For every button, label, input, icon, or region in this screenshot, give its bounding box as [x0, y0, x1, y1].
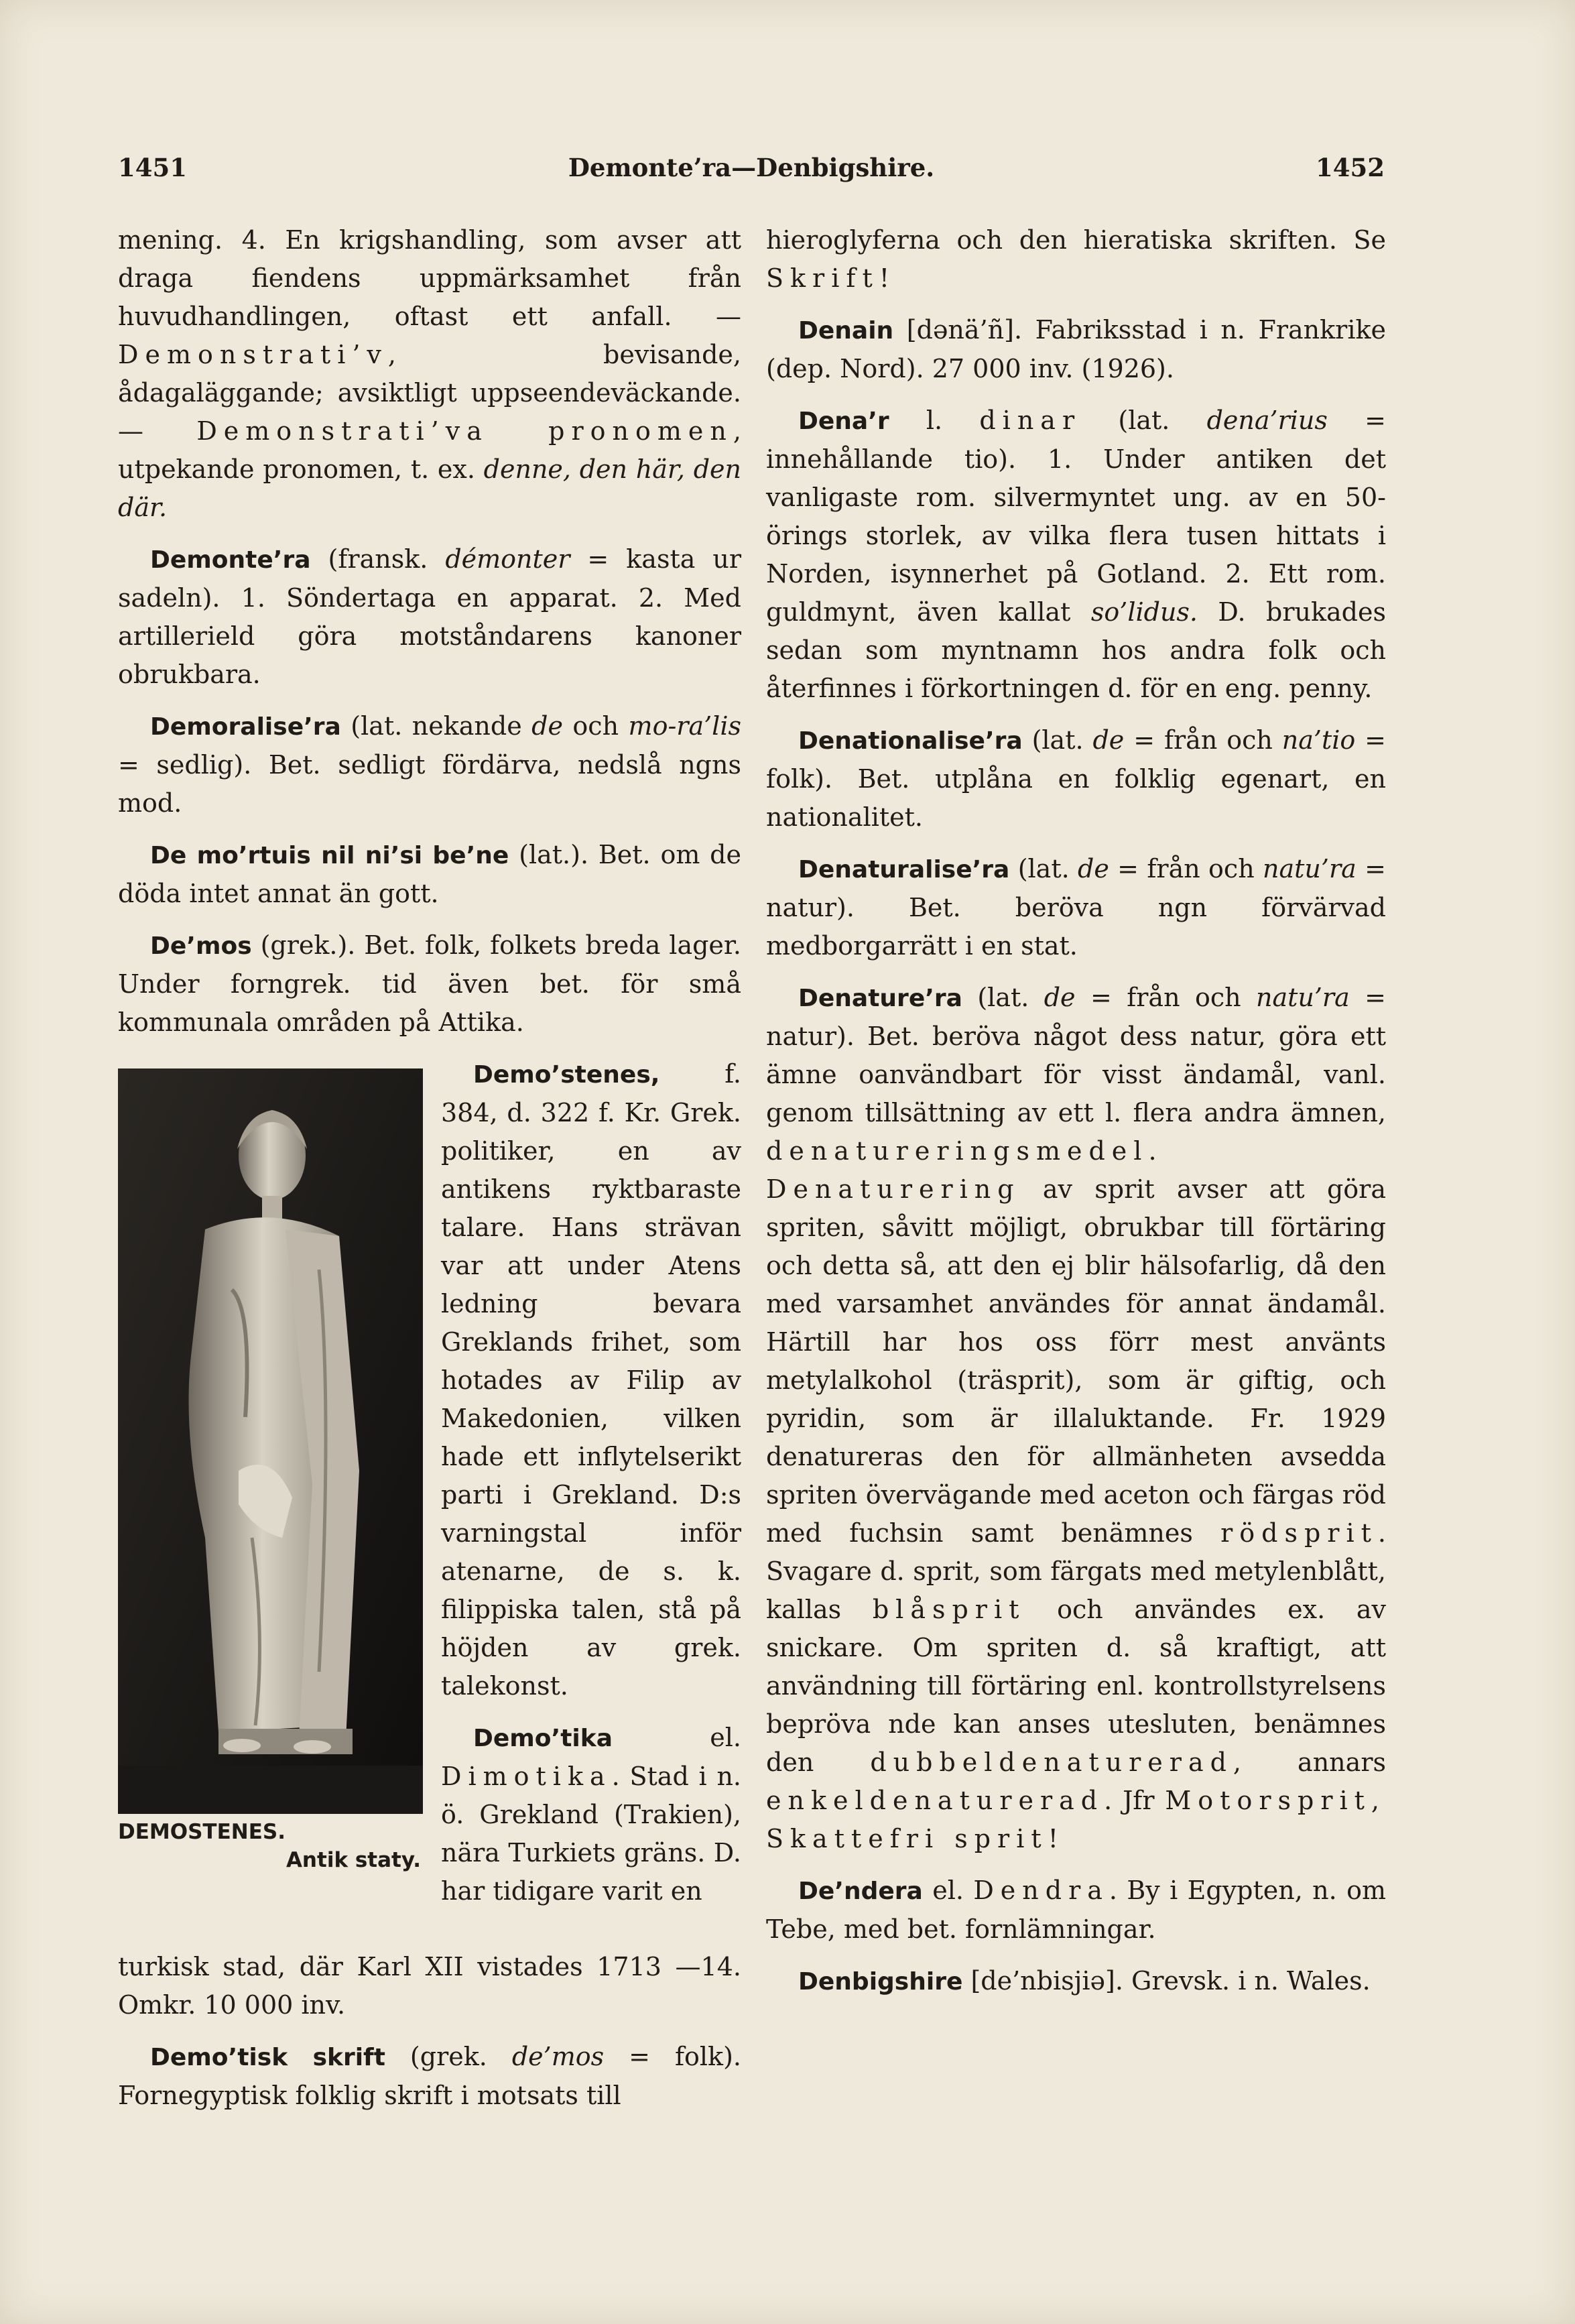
headword: Dena’r — [798, 408, 889, 435]
caption-title: DEMOSTENES. — [118, 1820, 286, 1844]
entry-dendera: De’ndera el. Dendra. By i Egypten, n. om Tebe, med bet. fornlämningar. — [766, 1876, 1386, 1944]
entry-demonstration-continuation: mening. 4. En krigshandling, som avser att draga fiendens uppmärksamhet från huvudhandlingen, oftast ett anfall. — Demonstrati’v, bevisande, ådagaläggande; avsiktligt uppseendeväckande. — Demonstrati’va pronomen, utpekande pronomen, t. ex. denne, den här, den där. — [118, 225, 741, 522]
headword: Denaturalise’ra — [798, 856, 1010, 883]
headword: Denature’ra — [798, 985, 962, 1012]
headword: De mo’rtuis nil ni’si be’ne — [150, 842, 509, 869]
headword: Denain — [798, 317, 894, 345]
right-column — [766, 221, 1386, 2014]
entry-denbigshire: Denbigshire [de’nbisjiə]. Grevsk. i n. Wales. — [798, 1966, 1371, 1996]
figure-side-text — [441, 1055, 741, 1924]
entry-demontera: Demonte’ra (fransk. démonter = kasta ur sadeln). 1. Söndertaga en apparat. 2. Med artillerield göra motståndarens kanoner obrukbara. — [118, 544, 741, 689]
figure-caption — [118, 1818, 426, 1874]
left-page-number: 1451 — [118, 153, 187, 182]
entry-demotika-continuation: turkisk stad, där Karl XII vistades 1713 —14. Omkr. 10 000 inv. — [118, 1952, 741, 2020]
entry-demos: De’mos (grek.). Bet. folk, folkets breda lager. Under forngrek. tid även bet. för små kommunala områden på Attika. — [118, 930, 741, 1037]
headword: Denationalise’ra — [798, 727, 1023, 755]
headword: Demo’stenes, — [473, 1061, 660, 1089]
entry-denationalisera: Denationalise’ra (lat. de = från och na’tio = folk). Bet. utplåna en folklig egenart, en nationalitet. — [766, 725, 1386, 832]
entry-demotisk-skrift: Demo’tisk skrift (grek. de’mos = folk). Fornegyptisk folklig skrift i motsats till — [118, 2042, 741, 2110]
entry-demoralisera: Demoralise’ra (lat. nekande de och mo-ra’lis = sedlig). Bet. sedligt fördärva, nedslå ngns mod. — [118, 711, 741, 818]
headword: Demo’tisk skrift — [150, 2044, 385, 2071]
caption-subtitle: Antik staty. — [286, 1848, 421, 1872]
entry-denaturalisera: Denaturalise’ra (lat. de = från och natu’ra = natur). Bet. beröva ngn förvärvad medborgarrätt i en stat. — [766, 854, 1386, 961]
entry-denar: Dena’r l. dinar (lat. dena’rius = innehållande tio). 1. Under antiken det vanligaste rom. silvermyntet ung. av en 50-örings storlek, av vilka flera tusen hittats i Norden, isynnerhet på Gotland. 2. Ett rom. guldmynt, även kallat so’lidus. D. brukades sedan som myntnamn hos andra folk och återfinnes i förkortningen d. för en eng. penny. — [766, 406, 1387, 703]
headword: Demo’tika — [473, 1725, 613, 1752]
right-page-number: 1452 — [1316, 153, 1385, 182]
entry-demotika: Demo’tika el. Dimotika. Stad i n. ö. Grekland (Trakien), nära Turkiets gräns. D. har tidigare varit en — [441, 1723, 741, 1906]
entry-de-mortuis: De mo’rtuis nil ni’si be’ne (lat.). Bet. om de döda intet annat än gott. — [118, 840, 741, 908]
running-title: Demonte’ra—Denbigshire. — [568, 153, 935, 182]
entry-demostenes: Demo’stenes, f. 384, d. 322 f. Kr. Grek. politiker, en av antikens ryktbaraste talare. Hans strävan var att under Atens ledning bevara Greklands frihet, som hotades av Filip av Makedonien, vilken hade ett inflytelserikt parti i Grekland. D:s varningstal inför atenarne, de s. k. filippiska talen, stå på höjden av grek. talekonst. — [441, 1059, 741, 1701]
headword: De’ndera — [798, 1878, 923, 1905]
left-column — [118, 221, 741, 2128]
entry-demotisk-continuation: hieroglyferna och den hieratiska skriften. Se Skrift! — [766, 225, 1386, 293]
headword: Denbigshire — [798, 1968, 963, 1996]
headword: De’mos — [150, 932, 252, 960]
statue-illustration — [118, 1068, 423, 1814]
headword: Demonte’ra — [150, 546, 311, 574]
figure-block — [118, 1055, 741, 1948]
demostenes-statue-image — [118, 1068, 423, 1814]
headword: Demoralise’ra — [150, 713, 341, 741]
entry-denain: Denain [dənä’ñ]. Fabriksstad i n. Frankrike (dep. Nord). 27 000 inv. (1926). — [766, 315, 1386, 383]
running-header — [118, 153, 1385, 200]
entry-denaturera: Denature’ra (lat. de = från och natu’ra = natur). Bet. beröva något dess natur, göra ett ämne oanvändbart för visst ändamål, vanl. genom tillsättning av ett l. flera andra ämnen, denatureringsmedel. Denaturering av sprit avser att göra spriten, såvitt möjligt, obrukbar till förtäring och detta så, att den ej blir hälsofarlig, då den med varsamhet användes för annat ändamål. Härtill har hos oss förr mest använts metylalkohol (träsprit), som är giftig, och pyridin, som är illaluktande. Fr. 1929 denatureras den för allmänheten avsedda spriten övervägande med aceton och färgas röd med fuchsin samt benämnes rödsprit. Svagare d. sprit, som färgats med metylenblått, kallas blåsprit och användes ex. av snickare. Om spriten d. så kraftigt, att användning till förtäring enl. kontrollstyrelsens bepröva nde kan anses utesluten, benämnes den dubbeldenaturerad, annars enkeldenaturerad. Jfr Motorsprit, Skattefri sprit! — [766, 983, 1386, 1853]
